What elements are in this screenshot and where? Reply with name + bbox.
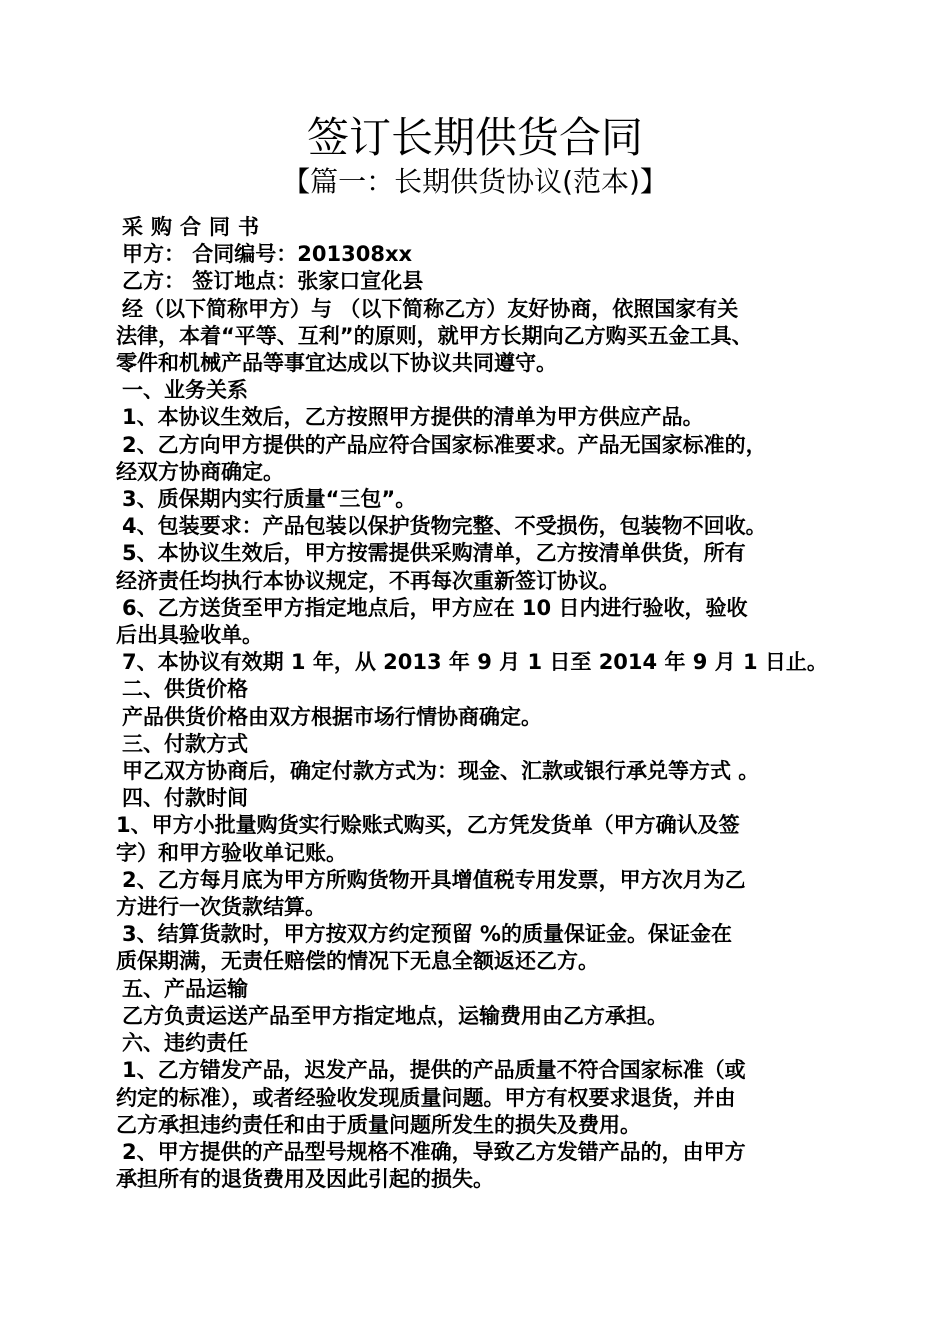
clause-line: 2、乙方每月底为甲方所购货物开具增值税专用发票，甲方次月为乙	[122, 867, 746, 892]
section-heading: 三、付款方式	[122, 731, 248, 756]
clause-line: 1、甲方小批量购货实行赊账式购买，乙方凭发货单（甲方确认及签	[116, 813, 740, 838]
section-heading: 四、付款时间	[122, 786, 248, 811]
clause-line: 乙方承担违约责任和由于质量问题所发生的损失及费用。	[116, 1112, 641, 1137]
section-heading: 六、违约责任	[122, 1031, 248, 1056]
body-line: 法律，本着“平等、互利”的原则，就甲方长期向乙方购买五金工具、	[116, 323, 753, 348]
clause-line: 质保期满，无责任赔偿的情况下无息全额返还乙方。	[116, 949, 599, 974]
clause-line: 3、质保期内实行质量“三包”。	[122, 487, 417, 512]
clause-line: 经双方协商确定。	[116, 459, 284, 484]
clause-line: 后出具验收单。	[116, 623, 263, 648]
party-a-line: 甲方： 合同编号：201308xx	[122, 242, 413, 267]
clause-line: 7、本协议有效期 1 年，从 2013 年 9 月 1 日至 2014 年 9 月 1 日止。	[122, 650, 828, 675]
clause-line: 方进行一次货款结算。	[116, 895, 326, 920]
clause-line: 3、结算货款时，甲方按双方约定预留 %的质量保证金。保证金在	[122, 922, 732, 947]
clause-line: 承担所有的退货费用及因此引起的损失。	[116, 1167, 494, 1192]
clause-line: 乙方负责运送产品至甲方指定地点，运输费用由乙方承担。	[122, 1003, 668, 1028]
section-heading: 五、产品运输	[122, 976, 248, 1001]
section-heading: 二、供货价格	[122, 677, 248, 702]
clause-line: 字）和甲方验收单记账。	[116, 840, 347, 865]
party-b-line: 乙方： 签订地点：张家口宣化县	[122, 269, 424, 294]
contract-body	[116, 214, 846, 1193]
clause-line: 甲乙双方协商后，确定付款方式为：现金、汇款或银行承兑等方式 。	[122, 759, 760, 784]
clause-line: 产品供货价格由双方根据市场行情协商确定。	[122, 704, 542, 729]
section-heading: 一、业务关系	[122, 378, 248, 403]
clause-line: 6、乙方送货至甲方指定地点后，甲方应在 10 日内进行验收，验收	[122, 595, 748, 620]
body-line: 零件和机械产品等事宜达成以下协议共同遵守。	[116, 351, 557, 376]
section-heading: 采购合同书	[122, 215, 267, 239]
document-subtitle: 【篇一：长期供货协议(范本)】	[282, 165, 668, 198]
clause-line: 1、本协议生效后，乙方按照甲方提供的清单为甲方供应产品。	[122, 405, 704, 430]
clause-line: 经济责任均执行本协议规定，不再每次重新签订协议。	[116, 568, 620, 593]
clause-line: 5、本协议生效后，甲方按需提供采购清单，乙方按清单供货，所有	[122, 541, 746, 566]
body-line: 经（以下简称甲方）与 （以下简称乙方）友好协商，依照国家有关	[122, 296, 739, 321]
clause-line: 4、包装要求：产品包装以保护货物完整、不受损伤，包装物不回收。	[122, 514, 767, 539]
clause-line: 2、甲方提供的产品型号规格不准确，导致乙方发错产品的，由甲方	[122, 1139, 746, 1164]
clause-line: 1、乙方错发产品，迟发产品，提供的产品质量不符合国家标准（或	[122, 1058, 746, 1083]
clause-line: 约定的标准），或者经验收发现质量问题。甲方有权要求退货，并由	[116, 1085, 736, 1110]
clause-line: 2、乙方向甲方提供的产品应符合国家标准要求。产品无国家标准的，	[122, 432, 767, 457]
document-title: 签订长期供货合同	[306, 113, 643, 162]
